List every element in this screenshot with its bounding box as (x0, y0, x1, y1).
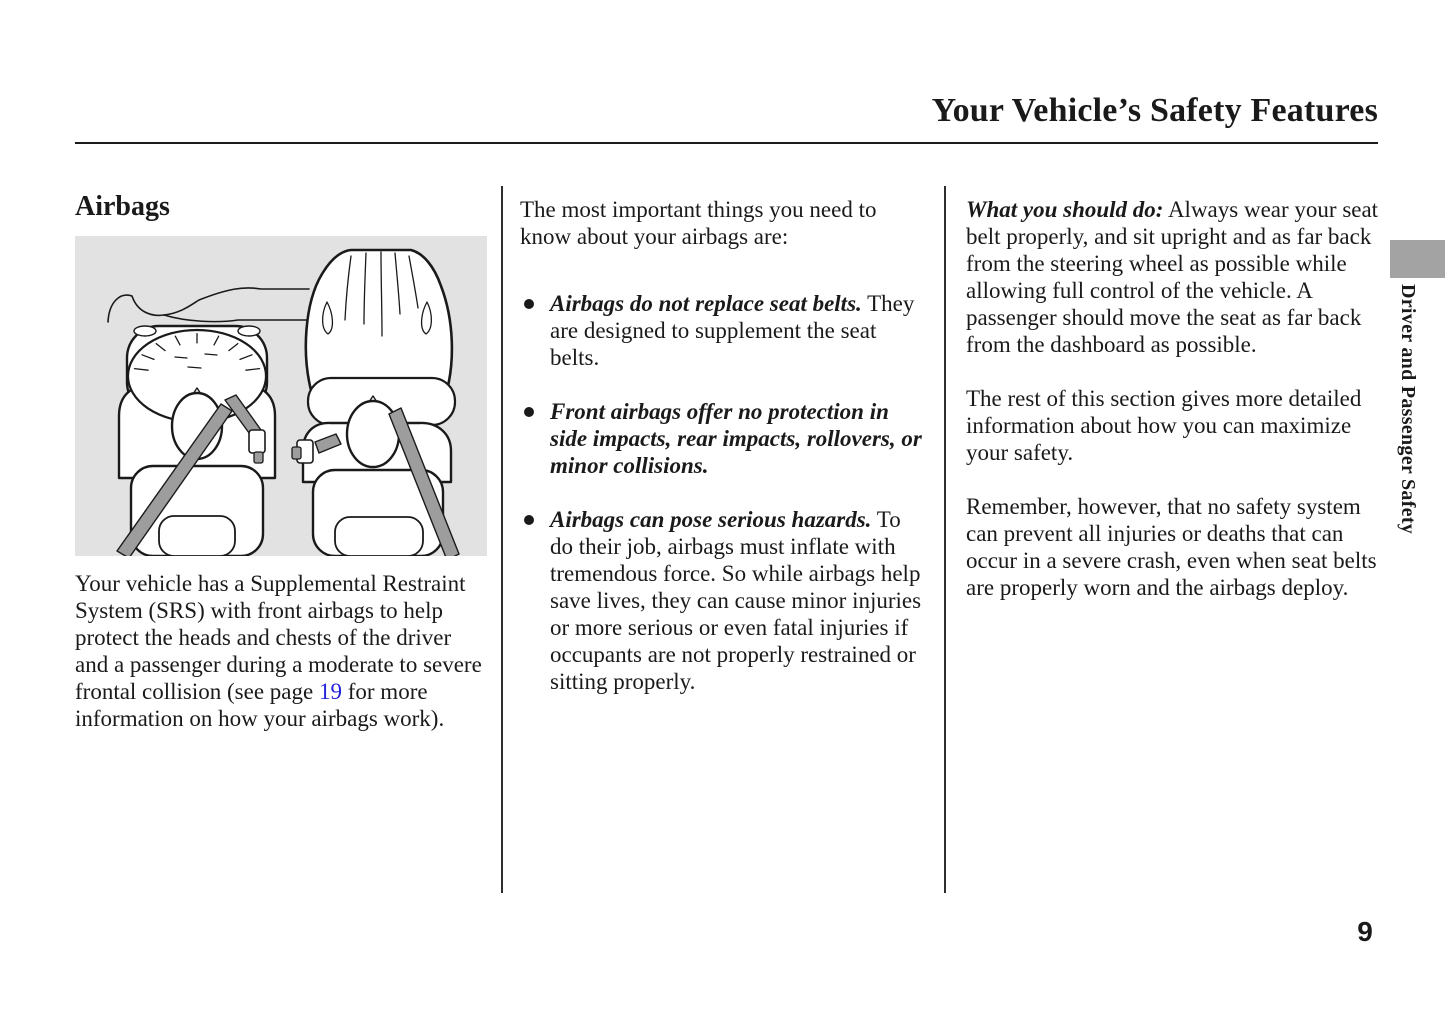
bullet-front-airbags (520, 398, 926, 479)
column-airbags (75, 193, 487, 759)
airbag-deployment-illustration (75, 236, 487, 556)
bullet-rest: They are designed to supplement the seat belts. (550, 291, 915, 370)
bullet-rest: To do their job, airbags must inflate with tremendous force. So while airbags help save lives, they can cause minor injuries or more serious or even fatal injuries if occupants are not properly restrained or sitting properly. (550, 507, 922, 694)
paragraph-rest: Always wear your seat belt properly, and sit upright and as far back from the steering wheel as possible while allowing full control of the vehicle. A passenger should move the seat as far back from the dashboard as possible. (966, 197, 1379, 357)
body-text-after-link: for more information on how your airbags work). (75, 679, 445, 731)
page-number: 9 (1357, 916, 1373, 947)
column-what-you-should-do (966, 196, 1382, 628)
chapter-label-vertical: Driver and Passenger Safety (1397, 284, 1419, 535)
bullet-dot (524, 299, 534, 309)
header-rule (75, 142, 1378, 144)
bullet-dot (524, 515, 534, 525)
section-heading-airbags: Airbags (75, 191, 170, 222)
bullet-serious-hazards (520, 506, 926, 695)
passenger-group (292, 250, 459, 556)
bullet-airbags-seat-belts (520, 290, 926, 371)
remember-paragraph: Remember, however, that no safety system can prevent all injuries or deaths that can occur in a severe crash, even when seat belts are properly worn and the airbags deploy. (966, 494, 1377, 600)
section-overview-paragraph: The rest of this section gives more detailed information about how you can maximize your safety. (966, 386, 1362, 465)
body-text-before-link: Your vehicle has a Supplemental Restraint System (SRS) with front airbags to help protect the heads and chests of the driver and a passenger during a moderate to severe frontal collision (see page (75, 571, 482, 704)
page-19-link[interactable]: 19 (318, 679, 342, 704)
driver-group (117, 326, 275, 556)
bullet-lead: Front airbags offer no protection in side impacts, rear impacts, rollovers, or minor collisions. (550, 399, 922, 478)
what-you-should-do-paragraph (966, 196, 1382, 358)
airbags-body-paragraph (75, 570, 487, 732)
column-important-things (520, 196, 926, 722)
column-divider-left (501, 186, 503, 893)
paragraph-lead: What you should do: (966, 197, 1164, 222)
chapter-tab-marker (1390, 240, 1445, 278)
column-divider-right (944, 186, 946, 893)
bullet-lead: Airbags do not replace seat belts. (550, 291, 862, 316)
bullet-dot (524, 407, 534, 417)
bullet-lead: Airbags can pose serious hazards. (550, 507, 872, 532)
page-title: Your Vehicle’s Safety Features (931, 92, 1378, 129)
intro-paragraph: The most important things you need to know about your airbags are: (520, 197, 877, 249)
